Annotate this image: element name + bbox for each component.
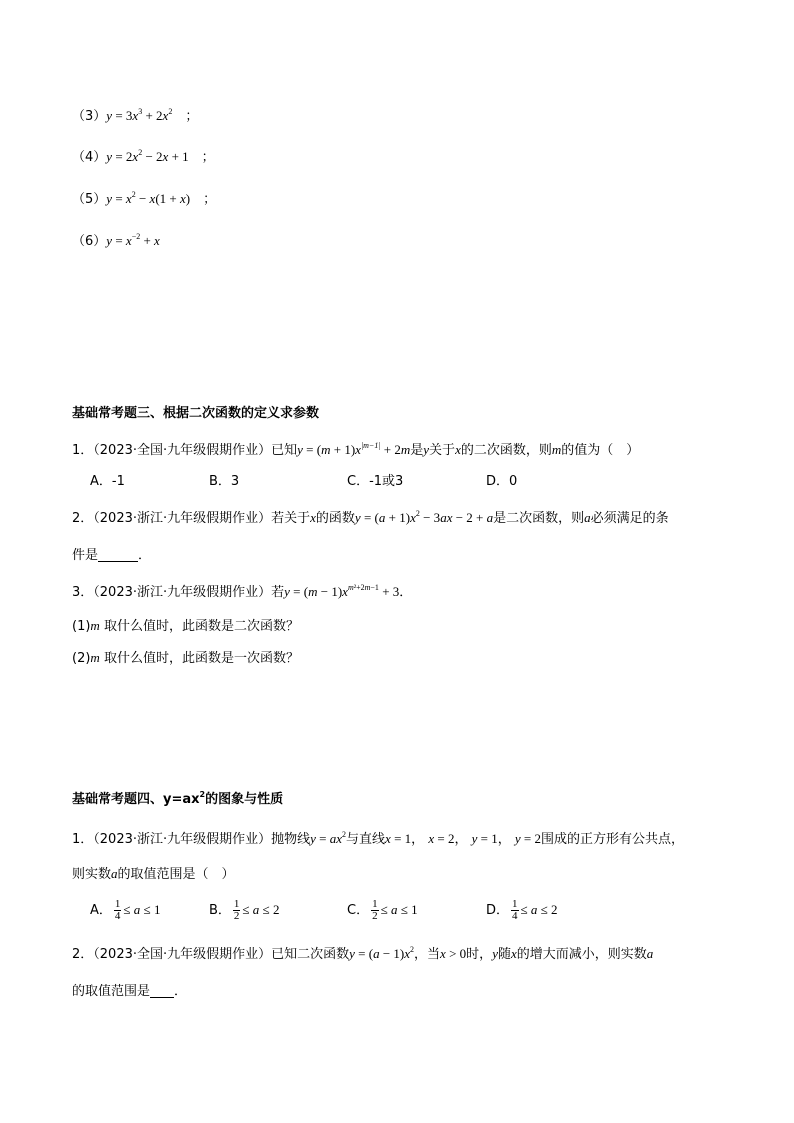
formula-4: $y = 2x^2 - 2x + 1$	[106, 148, 189, 164]
s4-q2-line2: 的取值范围是 ．	[72, 984, 188, 999]
s4-q1-option-a[interactable]: A． $\frac{1}{4}$ ≤ a ≤ 1	[90, 898, 161, 922]
s3-q2-formula: $y = (a + 1)x^2 - 3ax - 2 + a$	[354, 509, 494, 525]
s4-q1-line2: 则实数a的取值范围是（ ）	[72, 866, 235, 882]
s4-q1: 1．（2023·浙江·九年级假期作业）抛物线$y = ax^2$与直线x = 1， x = 2， y = 1， y = 2围成的正方形有公共点，	[72, 830, 685, 847]
section4-heading: 基础常考题四、$y=ax^2$的图象与性质	[72, 790, 284, 807]
item-4: $(4)y = 2x^2 - 2x + 1$ ；	[72, 148, 215, 165]
s3-q1-option-d[interactable]: D．0	[486, 474, 518, 489]
s3-q3-formula: $y = (m - 1)x^{m^2+2m-1} + 3$	[284, 583, 400, 599]
s3-q1-option-a[interactable]: A．-1	[90, 474, 125, 489]
s4-q2-formula: $y = (a - 1)x^2$	[349, 945, 415, 961]
formula-3: $y = 3x^3 + 2x^2$	[106, 107, 173, 123]
s3-q2: 2．（2023·浙江·九年级假期作业）若关于x的函数$y = (a + 1)x^2 - 3ax - 2 + a$是二次函数，则a必须满足的条	[72, 509, 669, 526]
s4-q2: 2．（2023·全国·九年级假期作业）已知二次函数$y = (a - 1)x^2$，当x > 0时，y随x的增大而减小，则实数a	[72, 945, 654, 962]
s3-q3-sub2: (2)m 取什么值时，此函数是一次函数？	[72, 650, 299, 666]
s4-q1-option-c[interactable]: C． $\frac{1}{2}$ ≤ a ≤ 1	[347, 898, 418, 922]
s3-q1-option-b[interactable]: B．3	[209, 474, 240, 489]
item-5: $(5)y = x^2 - x(1 + x)$ ；	[72, 190, 217, 207]
section3-heading: 基础常考题三、根据二次函数的定义求参数	[72, 406, 320, 421]
s3-q2-line2: 件是 ．	[72, 548, 152, 563]
s4-q1-option-b[interactable]: B． $\frac{1}{2}$ ≤ a ≤ 2	[209, 898, 280, 922]
s4-q1-formula: $y = ax^2$	[310, 830, 347, 846]
s3-q1-formula: $y = (m + 1)x^{|m-1|} + 2m$	[297, 441, 411, 457]
s4-q1-option-d[interactable]: D． $\frac{1}{4}$ ≤ a ≤ 2	[486, 898, 558, 922]
s3-q1-option-c[interactable]: C．-1或3	[347, 474, 404, 489]
s3-q3-sub1: (1)m 取什么值时，此函数是二次函数？	[72, 618, 299, 634]
formula-5: $y = x^2 - x(1 + x)$	[106, 190, 191, 206]
formula-6: $y = x^{-2} + x$	[106, 232, 160, 248]
item-6: $(6)y = x^{-2} + x$	[72, 232, 160, 249]
s3-q1: 1．（2023·全国·九年级假期作业）已知$y = (m + 1)x^{|m-1|} + 2m$是y关于x的二次函数，则m的值为（ ）	[72, 441, 640, 458]
answer-blank[interactable]	[98, 547, 138, 562]
answer-blank[interactable]	[150, 983, 174, 998]
s3-q3: 3．（2023·浙江·九年级假期作业）若$y = (m - 1)x^{m^2+2m-1} + 3$．	[72, 583, 413, 600]
item-3: $(3)y = 3x^3 + 2x^2$ ；	[72, 107, 199, 124]
